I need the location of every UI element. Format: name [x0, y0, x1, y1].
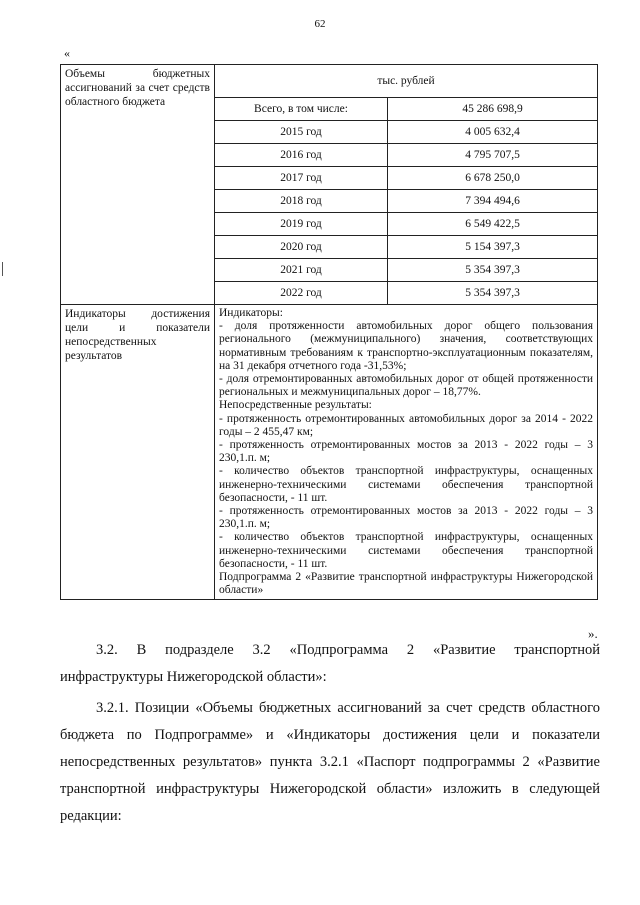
indicators-line: - протяженность отремонтированных мостов за 2013 - 2022 годы – 3 230,1.п. м;	[219, 439, 593, 465]
indicators-row	[61, 305, 598, 600]
budget-amount: 7 394 494,6	[465, 195, 520, 207]
budget-year-row	[215, 190, 597, 213]
indicators-line: Непосредственные результаты:	[219, 399, 372, 412]
budget-amount: 5 154 397,3	[465, 241, 520, 253]
indicators-line: - количество объектов транспортной инфраструктуры, оснащенных инженерно-техническими системами обеспечения транспортной безопасности, - 11 шт.	[219, 465, 593, 504]
indicators-content	[215, 305, 598, 600]
indicators-line: Индикаторы:	[219, 307, 283, 319]
budget-total-row	[215, 98, 597, 121]
budget-year-row	[215, 213, 597, 236]
budget-amount: 6 678 250,0	[465, 172, 520, 184]
indicators-line: Подпрограмма 2 «Развитие транспортной инфраструктуры Нижегородской области»	[219, 571, 593, 597]
margin-mark	[2, 262, 3, 276]
budget-amount: 4 005 632,4	[465, 126, 520, 138]
budget-year-row	[215, 236, 597, 259]
budget-total-value: 45 286 698,9	[462, 103, 523, 115]
indicators-line: - протяженность отремонтированных автомобильных дорог за 2014 - 2022 годы – 2 455,47 км;	[219, 412, 593, 438]
indicators-label: Индикаторы достижения цели и показатели непосредственных результатов	[61, 305, 215, 600]
paragraph-3-2-1: 3.2.1. Позиции «Объемы бюджетных ассигнований за счет средств областного бюджета по Подпрограмме» и «Индикаторы достижения цели и показатели непосредственных результатов» пункта 3.2.1 «Паспорт подпрограммы 2 «Развитие транспортной инфраструктуры Нижегородской области» изложить в следующей редакции:	[60, 700, 600, 824]
body-text	[60, 637, 600, 830]
budget-year: 2022 год	[215, 282, 388, 304]
budget-year-row	[215, 121, 597, 144]
budget-amount: 5 354 397,3	[465, 287, 520, 299]
budget-year-row	[215, 144, 597, 167]
budget-values	[215, 65, 598, 305]
open-quote: «	[64, 46, 70, 60]
indicators-line: - доля протяженности автомобильных дорог общего пользования регионального (межмуниципального) значения, соответствующих нормативным требованиям к транспортно-эксплуатационным показателям, на 31 декабря отчетного года -31,53%;	[219, 320, 593, 372]
budget-year: 2016 год	[215, 144, 388, 166]
passport-table	[60, 64, 598, 600]
budget-year: 2015 год	[215, 121, 388, 143]
close-quote: ».	[588, 626, 598, 641]
budget-year-row	[215, 167, 597, 190]
budget-year: 2017 год	[215, 167, 388, 189]
budget-amount: 5 354 397,3	[465, 264, 520, 276]
indicators-line: - доля отремонтированных автомобильных дорог от общей протяженности региональных и межмуниципальных дорог – 18,77%.	[219, 373, 593, 399]
budget-amount: 6 549 422,5	[465, 218, 520, 230]
indicators-line: - протяженность отремонтированных мостов за 2013 - 2022 годы – 3 230,1.п. м;	[219, 505, 593, 531]
budget-amount: 4 795 707,5	[465, 149, 520, 161]
budget-year: 2019 год	[215, 213, 388, 235]
budget-unit: тыс. рублей	[215, 65, 597, 98]
budget-row	[61, 65, 598, 305]
indicators-line: - количество объектов транспортной инфраструктуры, оснащенных инженерно-техническими системами обеспечения транспортной безопасности, - 11 шт.	[219, 531, 593, 570]
paragraph-3-2: 3.2. В подразделе 3.2 «Подпрограмма 2 «Развитие транспортной инфраструктуры Нижегородской области»:	[60, 642, 600, 685]
budget-year-row	[215, 282, 597, 304]
budget-label: Объемы бюджетных ассигнований за счет средств областного бюджета	[61, 65, 215, 305]
budget-year-row	[215, 259, 597, 282]
page-number: 62	[314, 18, 326, 30]
budget-year: 2018 год	[215, 190, 388, 212]
budget-total-label: Всего, в том числе:	[215, 98, 388, 120]
budget-year: 2021 год	[215, 259, 388, 281]
budget-year: 2020 год	[215, 236, 388, 258]
